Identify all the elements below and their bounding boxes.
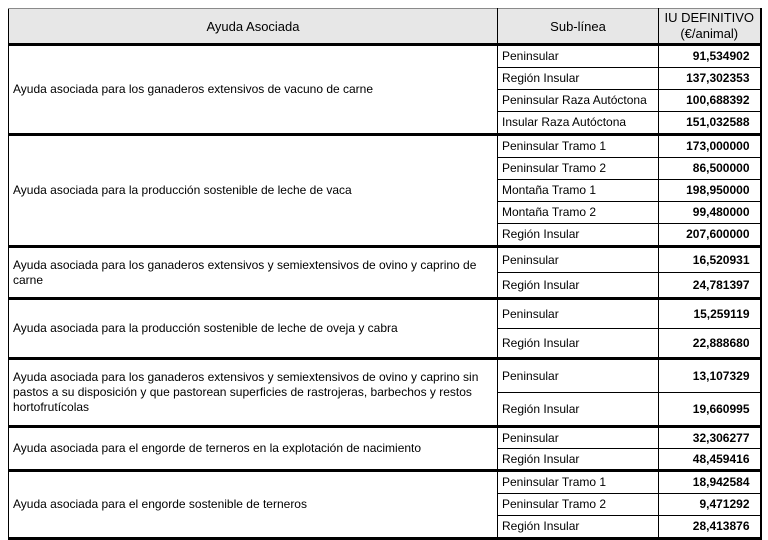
- sublinea-cell: Región Insular: [498, 329, 659, 359]
- sublinea-cell: Peninsular Tramo 1: [498, 471, 659, 494]
- sublinea-cell: Región Insular: [498, 273, 659, 299]
- table-row: [9, 299, 761, 329]
- header-ayuda-asociada: Ayuda Asociada: [9, 9, 498, 45]
- table-row: [9, 45, 761, 68]
- table-row: [9, 135, 761, 158]
- ayuda-cell: Ayuda asociada para el engorde de terneros en la explotación de nacimiento: [9, 427, 498, 471]
- iu-cell: 24,781397: [659, 273, 761, 299]
- header-iu-line2: (€/animal): [680, 26, 739, 41]
- header-iu-line1: IU DEFINITIVO: [664, 10, 755, 25]
- table-row: [9, 471, 761, 494]
- sublinea-cell: Peninsular Raza Autóctona: [498, 90, 659, 112]
- table-row: [9, 427, 761, 449]
- iu-cell: 9,471292: [659, 494, 761, 516]
- sublinea-cell: Montaña Tramo 2: [498, 202, 659, 224]
- sublinea-cell: Región Insular: [498, 68, 659, 90]
- sublinea-cell: Peninsular: [498, 247, 659, 273]
- sublinea-cell: Región Insular: [498, 516, 659, 539]
- section-ovino-caprino-carne: [9, 247, 761, 299]
- iu-cell: 137,302353: [659, 68, 761, 90]
- iu-cell: 86,500000: [659, 158, 761, 180]
- section-leche-oveja-cabra: [9, 299, 761, 359]
- sublinea-cell: Región Insular: [498, 224, 659, 247]
- sublinea-cell: Peninsular: [498, 45, 659, 68]
- iu-cell: 28,413876: [659, 516, 761, 539]
- iu-cell: 48,459416: [659, 449, 761, 471]
- iu-cell: 151,032588: [659, 112, 761, 135]
- section-ovino-caprino-sin-pastos: [9, 359, 761, 427]
- iu-cell: 91,534902: [659, 45, 761, 68]
- ayuda-cell: Ayuda asociada para la producción sostenible de leche de oveja y cabra: [9, 299, 498, 359]
- iu-cell: 99,480000: [659, 202, 761, 224]
- section-vacuno-carne: [9, 45, 761, 135]
- iu-cell: 207,600000: [659, 224, 761, 247]
- sublinea-cell: Peninsular Tramo 2: [498, 158, 659, 180]
- iu-cell: 100,688392: [659, 90, 761, 112]
- sublinea-cell: Montaña Tramo 1: [498, 180, 659, 202]
- sublinea-cell: Peninsular: [498, 299, 659, 329]
- header-sublinea: Sub-línea: [498, 9, 659, 45]
- iu-cell: 16,520931: [659, 247, 761, 273]
- ayuda-cell: Ayuda asociada para la producción sostenible de leche de vaca: [9, 135, 498, 247]
- iu-cell: 198,950000: [659, 180, 761, 202]
- header-row: [9, 9, 761, 45]
- ayuda-cell: Ayuda asociada para los ganaderos extensivos y semiextensivos de ovino y caprino sin pastos a su disposición y que pastorean superficies de rastrojeras, barbechos y restos hortofrutícolas: [9, 359, 498, 427]
- iu-cell: 19,660995: [659, 393, 761, 427]
- iu-cell: 13,107329: [659, 359, 761, 393]
- iu-cell: 18,942584: [659, 471, 761, 494]
- section-engorde-terneros-nacimiento: [9, 427, 761, 471]
- sublinea-cell: Región Insular: [498, 393, 659, 427]
- ayuda-asociada-table: [8, 8, 762, 540]
- sublinea-cell: Peninsular Tramo 1: [498, 135, 659, 158]
- header-iu-definitivo: [659, 9, 761, 45]
- section-engorde-sostenible-terneros: [9, 471, 761, 539]
- sublinea-cell: Peninsular: [498, 359, 659, 393]
- sublinea-cell: Peninsular: [498, 427, 659, 449]
- iu-cell: 15,259119: [659, 299, 761, 329]
- table-row: [9, 359, 761, 393]
- sublinea-cell: Peninsular Tramo 2: [498, 494, 659, 516]
- table-row: [9, 247, 761, 273]
- sublinea-cell: Insular Raza Autóctona: [498, 112, 659, 135]
- ayuda-cell: Ayuda asociada para los ganaderos extensivos y semiextensivos de ovino y caprino de carne: [9, 247, 498, 299]
- sublinea-cell: Región Insular: [498, 449, 659, 471]
- ayuda-cell: Ayuda asociada para los ganaderos extensivos de vacuno de carne: [9, 45, 498, 135]
- iu-cell: 32,306277: [659, 427, 761, 449]
- section-leche-vaca: [9, 135, 761, 247]
- ayuda-asociada-table-container: [8, 8, 762, 540]
- iu-cell: 22,888680: [659, 329, 761, 359]
- iu-cell: 173,000000: [659, 135, 761, 158]
- ayuda-cell: Ayuda asociada para el engorde sostenible de terneros: [9, 471, 498, 539]
- table-header: [9, 9, 761, 45]
